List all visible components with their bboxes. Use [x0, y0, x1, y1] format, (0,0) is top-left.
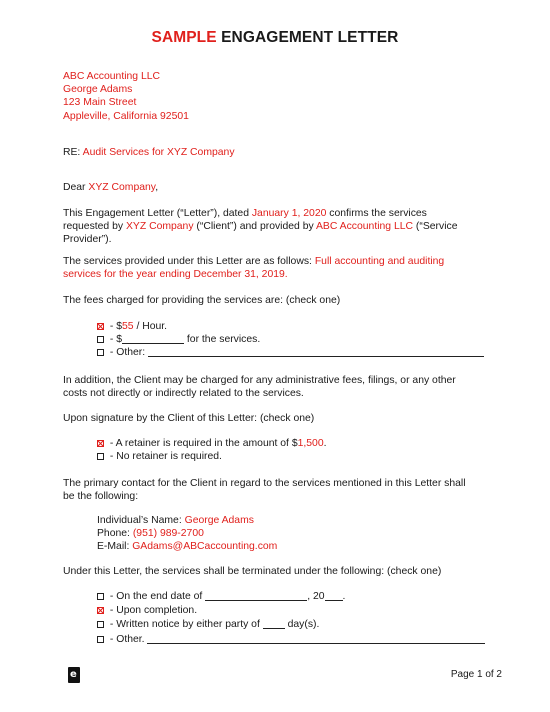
contact-name: George Adams — [184, 515, 254, 526]
checkbox-checked[interactable] — [97, 440, 104, 447]
blank-line[interactable] — [147, 633, 485, 644]
retainer-options — [97, 437, 497, 463]
termination-option-other: - Other. — [97, 633, 497, 646]
intro-text: This Engagement Letter (“Letter”), dated — [63, 208, 252, 219]
brand-logo-icon: e — [68, 667, 80, 683]
termination-heading: Under this Letter, the services shall be terminated under the following: (check one) — [63, 566, 442, 577]
fee-option-flat: - $ for the services. — [97, 333, 497, 346]
re-label: RE: — [63, 147, 83, 158]
address-line: George Adams — [63, 84, 133, 96]
address-line: ABC Accounting LLC — [63, 71, 161, 82]
intro-provider: ABC Accounting LLC — [315, 221, 414, 233]
checkbox-unchecked[interactable] — [97, 621, 104, 628]
intro-text: (“Client”) and provided by — [193, 221, 316, 233]
intro-text: (“Service — [413, 221, 458, 233]
intro-paragraph — [63, 207, 493, 247]
intro-text: Provider”). — [63, 234, 112, 246]
contact-phone: (951) 989-2700 — [132, 528, 204, 540]
fee-option-other: - Other: — [97, 346, 497, 359]
checkbox-checked[interactable] — [97, 607, 104, 614]
dear-name: XYZ Company — [88, 182, 156, 193]
address-line: Appleville, California 92501 — [63, 110, 189, 122]
intro-date: January 1, 2020 — [251, 208, 327, 219]
salutation — [63, 181, 493, 194]
termination-options — [97, 590, 497, 646]
blank-line[interactable] — [263, 618, 285, 629]
termination-option-completion: - Upon completion. — [97, 604, 497, 617]
checkbox-unchecked[interactable] — [97, 336, 104, 343]
services-prefix: The services provided under this Letter are as follows: — [63, 256, 315, 267]
blank-line[interactable] — [122, 333, 184, 344]
address-block — [63, 70, 493, 123]
retainer-amount: 1,500 — [297, 438, 324, 449]
checkbox-unchecked[interactable] — [97, 636, 104, 643]
retainer-heading: Upon signature by the Client of this Letter: (check one) — [63, 413, 315, 424]
contact-email: GAdams@ABCaccounting.com — [132, 541, 278, 553]
blank-line[interactable] — [325, 590, 343, 601]
services-line2: services for the year ending December 31, 2019. — [63, 269, 288, 281]
title-sample: SAMPLE — [151, 29, 217, 46]
fees-heading: The fees charged for providing the services are: (check one) — [63, 295, 341, 306]
fees-options — [97, 320, 497, 360]
retainer-option-none: - No retainer is required. — [97, 450, 497, 463]
checkbox-checked[interactable] — [97, 323, 104, 330]
intro-client: XYZ Company — [125, 221, 194, 233]
document-title — [0, 29, 550, 47]
fee-option-hourly: - $55 / Hour. — [97, 320, 497, 333]
termination-option-notice: - Written notice by either party of day(s). — [97, 618, 497, 631]
additional-paragraph: In addition, the Client may be charged for any administrative fees, filings, or any other costs not directly or indirectly related to the services. — [63, 375, 456, 400]
services-paragraph — [63, 255, 493, 281]
termination-option-end-date: - On the end date of , 20 . — [97, 590, 497, 603]
page-number: Page 1 of 2 — [450, 669, 502, 680]
blank-line[interactable] — [148, 346, 484, 357]
services-line1: Full accounting and auditing — [314, 256, 445, 267]
title-rest: ENGAGEMENT LETTER — [216, 29, 399, 46]
checkbox-unchecked[interactable] — [97, 453, 104, 460]
re-line — [63, 146, 493, 159]
contact-paragraph: The primary contact for the Client in regard to the services mentioned in this Letter shall be the following: — [63, 478, 466, 503]
checkbox-unchecked[interactable] — [97, 593, 104, 600]
dear-suffix: , — [155, 182, 159, 193]
re-value: Audit Services for XYZ Company — [82, 147, 235, 158]
checkbox-unchecked[interactable] — [97, 349, 104, 356]
hourly-amount: 55 — [122, 321, 134, 332]
retainer-option-required: - A retainer is required in the amount of $1,500. — [97, 437, 497, 450]
contact-details: Individual’s Name: George Adams Phone: (951) 989-2700 E-Mail: GAdams@ABCaccounting.com — [97, 515, 278, 553]
blank-line[interactable] — [205, 590, 307, 601]
intro-text: requested by — [63, 221, 126, 233]
intro-text: confirms the services — [326, 208, 427, 219]
dear-prefix: Dear — [63, 182, 89, 193]
address-line: 123 Main Street — [63, 97, 137, 109]
